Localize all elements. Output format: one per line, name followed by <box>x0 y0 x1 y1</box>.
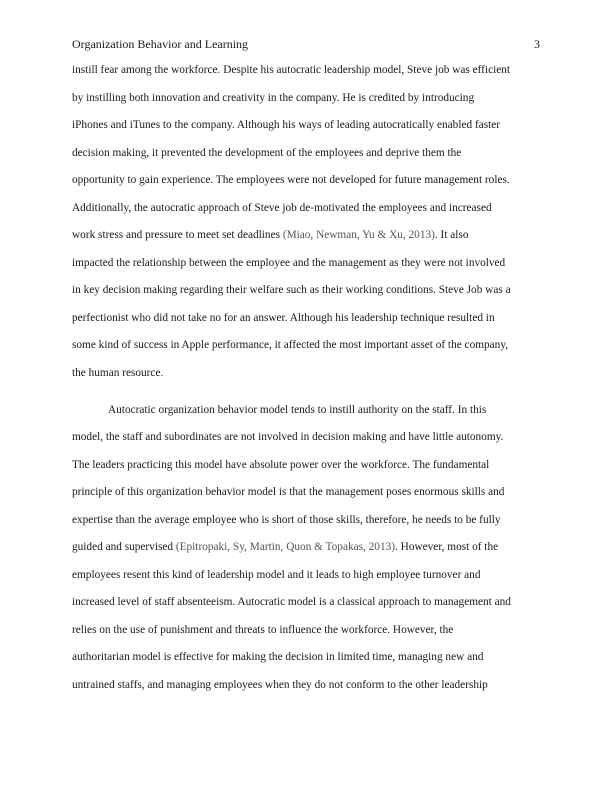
text-line: opportunity to gain experience. The employees were not developed for future management roles. <box>72 174 510 187</box>
text-line: by instilling both innovation and creativity in the company. He is credited by introducing <box>72 91 475 104</box>
paragraph-1 <box>72 64 542 380</box>
text-line: model, the staff and subordinates are not involved in decision making and have little autonomy. <box>72 431 504 444</box>
text-line: in key decision making regarding their welfare such as their working conditions. Steve Job was a <box>72 284 511 297</box>
text-line: increased level of staff absenteeism. Autocratic model is a classical approach to management and <box>72 596 511 609</box>
text-line: untrained staffs, and managing employees when they do not conform to the other leadership <box>72 679 488 692</box>
text-line: perfectionist who did not take no for an answer. Although his leadership technique resulted in <box>72 311 495 324</box>
citation: (Miao, Newman, Yu & Xu, 2013) <box>282 229 435 242</box>
paragraph-2 <box>72 404 542 692</box>
text-line: the human resource. <box>72 367 164 380</box>
text-line: authoritarian model is effective for making the decision in limited time, managing new and <box>72 651 484 664</box>
text-fragment: guided and supervised <box>72 541 176 554</box>
text-line: instill fear among the workforce. Despite his autocratic leadership model, Steve job was efficient <box>72 64 511 76</box>
page-number: 3 <box>534 37 540 51</box>
text-line: impacted the relationship between the employee and the management as they were not involved <box>72 256 506 269</box>
text-line: expertise than the average employee who is short of those skills, therefore, he needs to be fully <box>72 513 501 526</box>
text-line <box>72 541 542 554</box>
text-line: relies on the use of punishment and threats to influence the workforce. However, the <box>72 623 454 636</box>
text-line: some kind of success in Apple performance, it affected the most important asset of the company, <box>72 339 509 352</box>
text-fragment: . It also <box>434 229 469 242</box>
text-fragment: . However, most of the <box>395 541 499 554</box>
document-body <box>72 64 542 707</box>
text-line: employees resent this kind of leadership model and it leads to high employee turnover and <box>72 568 481 581</box>
text-line: Autocratic organization behavior model tends to instill authority on the staff. In this <box>108 403 487 416</box>
text-line: principle of this organization behavior model is that the management poses enormous skills and <box>72 486 505 499</box>
text-line: decision making, it prevented the development of the employees and deprive them the <box>72 146 462 159</box>
text-line: iPhones and iTunes to the company. Although his ways of leading autocratically enabled faster <box>72 119 501 132</box>
citation: (Epitropaki, Sy, Martin, Quon & Topakas, 2013) <box>175 541 396 554</box>
text-line <box>72 229 542 242</box>
running-head: Organization Behavior and Learning <box>72 37 249 51</box>
text-fragment: work stress and pressure to meet set deadlines <box>72 229 283 242</box>
text-line: Additionally, the autocratic approach of Steve job de-motivated the employees and increased <box>72 201 492 214</box>
text-line: The leaders practicing this model have absolute power over the workforce. The fundamental <box>72 458 490 471</box>
